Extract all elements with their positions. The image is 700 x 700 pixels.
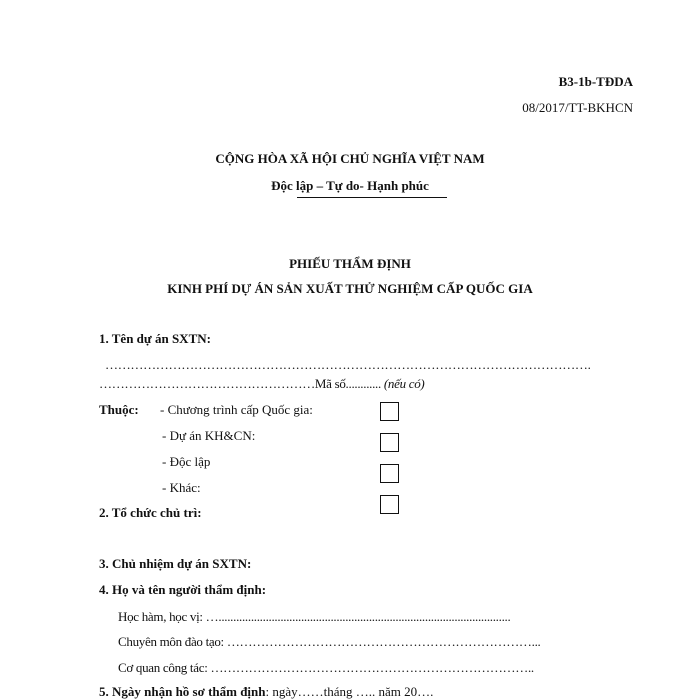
section-3-label: 3. Chủ nhiệm dự án SXTN:	[99, 556, 252, 571]
document-title: PHIẾU THẨM ĐỊNH	[289, 256, 411, 271]
motto-underline	[297, 197, 447, 198]
checkbox-kh-cn[interactable]	[380, 433, 399, 452]
option-other: - Khác:	[162, 480, 201, 495]
national-motto: Độc lập – Tự do- Hạnh phúc	[271, 178, 429, 193]
section-1-label: 1. Tên dự án SXTN:	[99, 331, 211, 346]
specialization-field[interactable]: Chuyên môn đào tạo: ………………………………………………………………...	[118, 634, 541, 649]
document-subtitle: KINH PHÍ DỰ ÁN SẢN XUẤT THỬ NGHIỆM CẤP QUỐC GIA	[167, 281, 533, 296]
section-4-label: 4. Họ và tên người thẩm định:	[99, 582, 267, 597]
option-national-program: - Chương trình cấp Quốc gia:	[160, 402, 313, 417]
thuoc-label: Thuộc:	[99, 402, 139, 417]
circular-number: 08/2017/TT-BKHCN	[522, 100, 633, 115]
option-kh-cn: - Dự án KH&CN:	[162, 428, 256, 443]
checkbox-other[interactable]	[380, 495, 399, 514]
national-name: CỘNG HÒA XÃ HỘI CHỦ NGHĨA VIỆT NAM	[215, 151, 485, 166]
form-code: B3-1b-TĐDA	[558, 74, 633, 89]
dots-text: ……………………………………………	[99, 376, 315, 391]
option-independent: - Độc lập	[162, 454, 211, 469]
project-name-dots[interactable]: …………………………………………………………………………………………………….	[105, 357, 591, 372]
checkbox-independent[interactable]	[380, 464, 399, 483]
code-note: (nếu có)	[383, 376, 425, 391]
academic-title-field[interactable]: Học hàm, học vị: …...................................................................................................	[118, 609, 511, 624]
section-5	[99, 684, 433, 700]
project-name-dots-2[interactable]	[99, 376, 424, 392]
receipt-date-field[interactable]: : ngày……tháng ….. năm 20….	[265, 684, 434, 699]
workplace-field[interactable]: Cơ quan công tác: …………………………………………………………………..	[118, 660, 534, 675]
section-5-label: 5. Ngày nhận hồ sơ thẩm định	[99, 684, 266, 699]
checkbox-national-program[interactable]	[380, 402, 399, 421]
section-2-label: 2. Tổ chức chủ trì:	[99, 505, 202, 520]
code-label: Mã số............	[314, 376, 381, 391]
